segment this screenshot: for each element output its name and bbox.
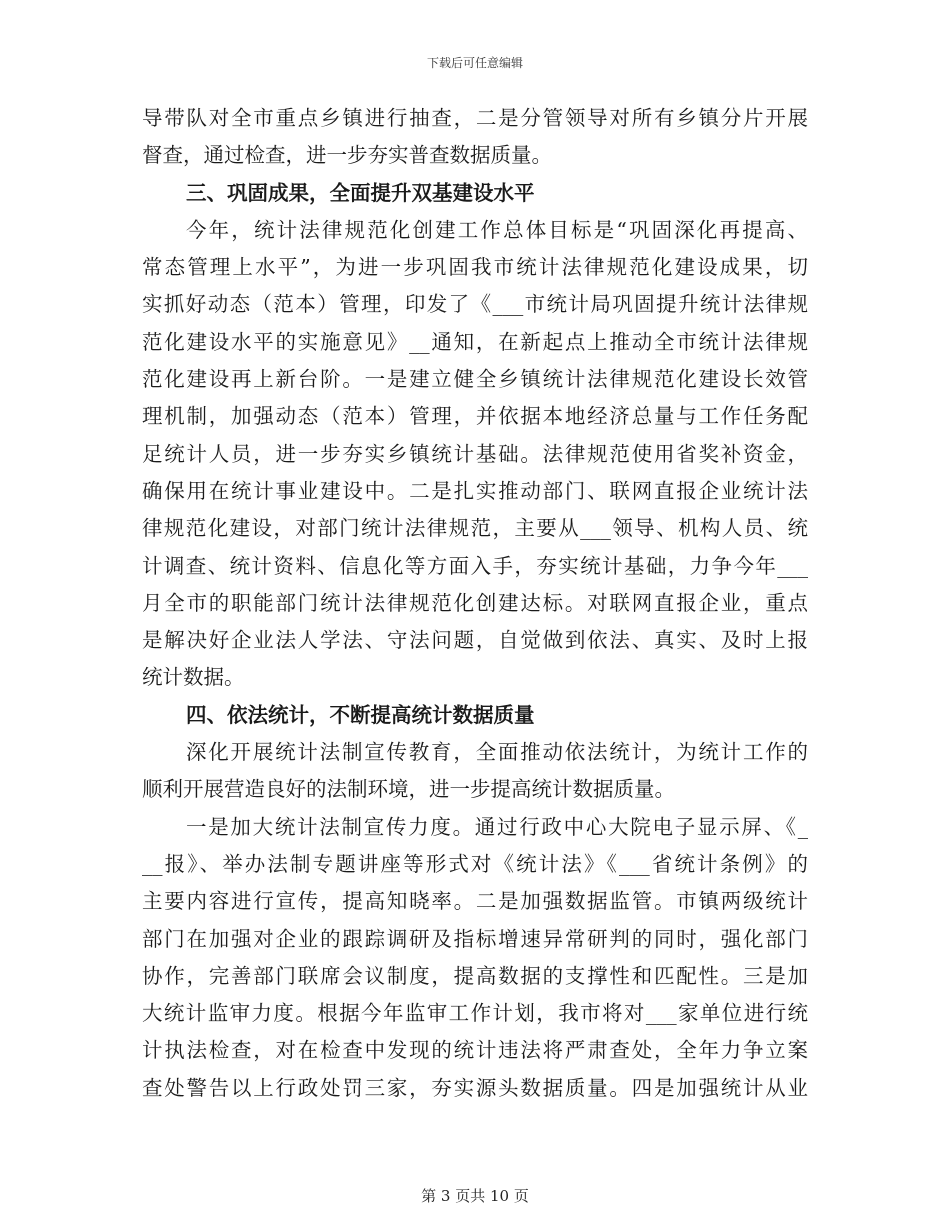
- body-line: 实抓好动态（范本）管理，印发了《___市统计局巩固提升统计法律规: [142, 292, 808, 317]
- body-line: 范化建设水平的实施意见》__通知，在新起点上推动全市统计法律规: [142, 329, 808, 354]
- body-line: 顺利开展营造良好的法制环境，进一步提高统计数据质量。: [142, 777, 675, 802]
- document-body: [142, 100, 808, 1107]
- section-heading: 四、依法统计，不断提高统计数据质量: [186, 702, 535, 727]
- body-line: 常态管理上水平”，为进一步巩固我市统计法律规范化建设成果，切: [142, 255, 808, 280]
- body-line: 协作，完善部门联席会议制度，提高数据的支撑性和匹配性。三是加: [142, 963, 808, 988]
- body-line: 计执法检查，对在检查中发现的统计违法将严肃查处，全年力争立案: [142, 1038, 808, 1063]
- body-line: 查处警告以上行政处罚三家，夯实源头数据质量。四是加强统计从业: [142, 1075, 808, 1100]
- body-line: 部门在加强对企业的跟踪调研及指标增速异常研判的同时，强化部门: [142, 926, 808, 951]
- body-line: 督查，通过检查，进一步夯实普查数据质量。: [142, 143, 552, 168]
- body-line: 深化开展统计法制宣传教育，全面推动依法统计，为统计工作的: [186, 740, 808, 765]
- body-line: 范化建设再上新台阶。一是建立健全乡镇统计法律规范化建设长效管: [142, 367, 808, 392]
- section-heading: 三、巩固成果，全面提升双基建设水平: [186, 180, 535, 205]
- page-number: 第 3 页共 10 页: [421, 1187, 529, 1205]
- body-line: 计调查、统计资料、信息化等方面入手，夯实统计基础，力争今年___: [142, 553, 808, 578]
- body-line: 确保用在统计事业建设中。二是扎实推动部门、联网直报企业统计法: [142, 478, 808, 503]
- body-line: 大统计监审力度。根据今年监审工作计划，我市将对___家单位进行统: [142, 1001, 808, 1026]
- body-line: 主要内容进行宣传，提高知晓率。二是加强数据监管。市镇两级统计: [142, 889, 808, 914]
- body-line: 导带队对全市重点乡镇进行抽查，二是分管领导对所有乡镇分片开展: [142, 106, 808, 130]
- body-line: 理机制，加强动态（范本）管理，并依据本地经济总量与工作任务配: [142, 404, 808, 429]
- body-line: 一是加大统计法制宣传力度。通过行政中心大院电子显示屏、《_: [186, 814, 808, 839]
- body-line: 律规范化建设，对部门统计法律规范，主要从___领导、机构人员、统: [142, 516, 808, 541]
- body-line: 月全市的职能部门统计法律规范化创建达标。对联网直报企业，重点: [142, 590, 808, 615]
- body-line: 足统计人员，进一步夯实乡镇统计基础。法律规范使用省奖补资金，: [142, 441, 808, 466]
- body-line: __报》、举办法制专题讲座等形式对《统计法》《___省统计条例》的: [142, 851, 808, 876]
- body-line: 是解决好企业法人学法、守法问题，自觉做到依法、真实、及时上报: [142, 628, 808, 653]
- body-line: 统计数据。: [142, 665, 245, 690]
- page-header: 下载后可任意编辑: [426, 56, 523, 70]
- body-line: 今年，统计法律规范化创建工作总体目标是“巩固深化再提高、: [186, 217, 808, 242]
